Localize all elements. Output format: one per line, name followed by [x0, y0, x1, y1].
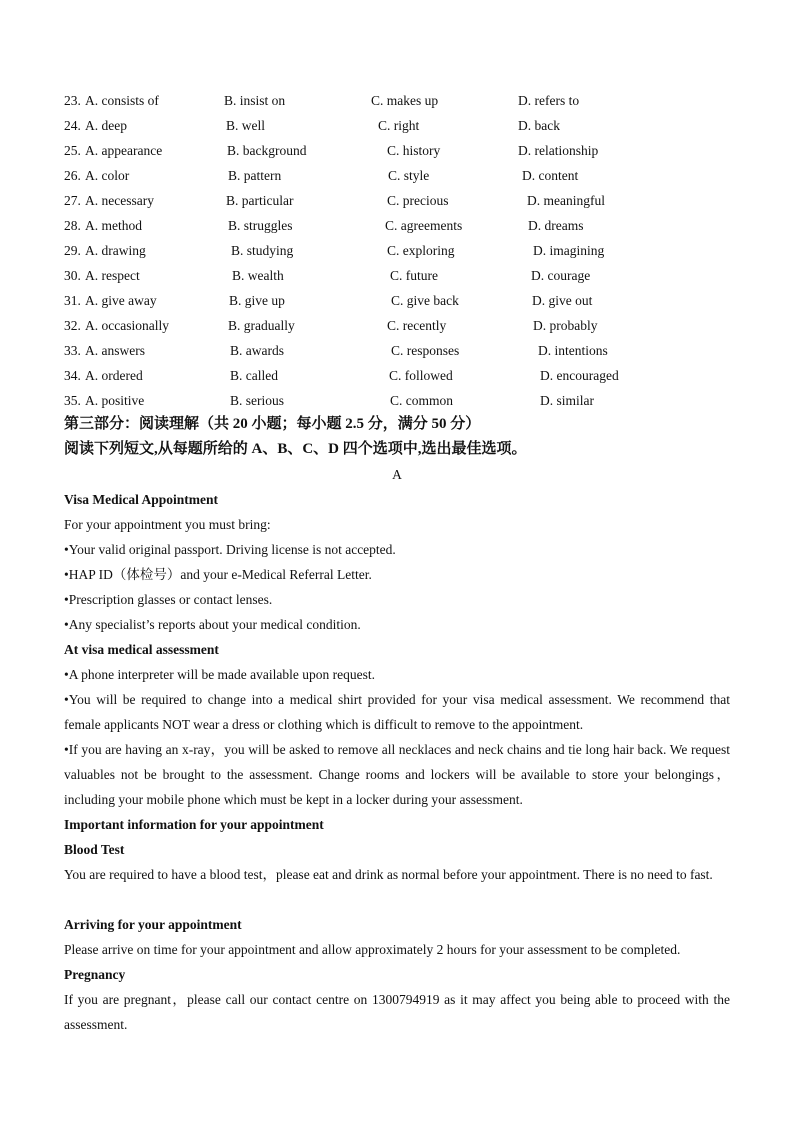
- option-d: D. imagining: [533, 243, 605, 258]
- option-b: B. called: [230, 368, 278, 383]
- question-row-23: [0, 88, 794, 113]
- option-d: D. dreams: [528, 218, 584, 233]
- pregnancy-heading: Pregnancy: [64, 967, 126, 982]
- passage-label: A: [392, 467, 402, 482]
- option-c: C. agreements: [385, 218, 463, 233]
- question-number: 23.: [64, 93, 81, 108]
- question-row-26: [0, 163, 794, 188]
- option-b: B. pattern: [228, 168, 282, 183]
- option-b: B. give up: [229, 293, 285, 308]
- option-a: A. respect: [85, 268, 140, 283]
- blood-test-heading: Blood Test: [64, 842, 125, 857]
- option-c: C. future: [390, 268, 438, 283]
- question-row-30: [0, 263, 794, 288]
- option-a: A. consists of: [85, 93, 159, 108]
- option-d: D. meaningful: [527, 193, 605, 208]
- option-a: A. method: [85, 218, 142, 233]
- option-b: B. studying: [231, 243, 294, 258]
- option-c: C. right: [378, 118, 420, 133]
- option-d: D. encouraged: [540, 368, 619, 383]
- section-heading: 第三部分：阅读理解（共 20 小题；每小题 2.5 分，满分 50 分）: [64, 416, 481, 432]
- question-number: 32.: [64, 318, 81, 333]
- option-d: D. back: [518, 118, 560, 133]
- option-c: C. precious: [387, 193, 449, 208]
- option-a: A. answers: [85, 343, 145, 358]
- option-a: A. positive: [85, 393, 145, 408]
- option-d: D. relationship: [518, 143, 599, 158]
- arriving-text: Please arrive on time for your appointment and allow approximately 2 hours for your assessment to be completed.: [64, 942, 681, 957]
- option-a: A. deep: [85, 118, 127, 133]
- option-c: C. style: [388, 168, 430, 183]
- passage-title: Visa Medical Appointment: [64, 492, 219, 507]
- question-number: 27.: [64, 193, 81, 208]
- option-a: A. color: [85, 168, 130, 183]
- bring-intro: For your appointment you must bring:: [64, 517, 271, 532]
- question-number: 26.: [64, 168, 81, 183]
- bring-item: •Prescription glasses or contact lenses.: [64, 592, 273, 607]
- important-heading: Important information for your appointment: [64, 817, 324, 832]
- option-d: D. similar: [540, 393, 594, 408]
- option-d: D. refers to: [518, 93, 580, 108]
- option-c: C. history: [387, 143, 441, 158]
- option-a: A. appearance: [85, 143, 163, 158]
- question-number: 29.: [64, 243, 81, 258]
- option-d: D. content: [522, 168, 579, 183]
- question-row-25: [0, 138, 794, 163]
- question-row-32: [0, 313, 794, 338]
- option-c: C. recently: [387, 318, 447, 333]
- question-number: 31.: [64, 293, 81, 308]
- option-c: C. responses: [391, 343, 460, 358]
- assessment-item: •A phone interpreter will be made available upon request.: [64, 667, 375, 682]
- option-a: A. occasionally: [85, 318, 169, 333]
- option-c: C. exploring: [387, 243, 455, 258]
- section-instruction: 阅读下列短文,从每题所给的 A、B、C、D 四个选项中,选出最佳选项。: [64, 441, 527, 457]
- question-number: 28.: [64, 218, 81, 233]
- question-number: 24.: [64, 118, 81, 133]
- option-b: B. insist on: [224, 93, 286, 108]
- option-a: A. necessary: [85, 193, 154, 208]
- option-a: A. give away: [85, 293, 157, 308]
- assessment-item: •You will be required to change into a medical shirt provided for your visa medical assessment. We recommend that female applicants NOT wear a dress or clothing which is difficult to remove to the appointment.: [64, 692, 730, 732]
- question-number: 35.: [64, 393, 81, 408]
- arriving-heading: Arriving for your appointment: [64, 917, 242, 932]
- question-number: 34.: [64, 368, 81, 383]
- option-d: D. probably: [533, 318, 598, 333]
- option-b: B. wealth: [232, 268, 284, 283]
- question-number: 33.: [64, 343, 81, 358]
- option-c: C. followed: [389, 368, 453, 383]
- pregnancy-text: If you are pregnant，please call our contact centre on 1300794919 as it may affect you being able to proceed with the assessment.: [64, 992, 730, 1032]
- question-row-27: [0, 188, 794, 213]
- question-row-35: [0, 388, 794, 413]
- question-row-28: [0, 213, 794, 238]
- question-row-34: [0, 363, 794, 388]
- option-a: A. drawing: [85, 243, 146, 258]
- option-a: A. ordered: [85, 368, 143, 383]
- option-b: B. serious: [230, 393, 284, 408]
- option-b: B. particular: [226, 193, 294, 208]
- assessment-heading: At visa medical assessment: [64, 642, 219, 657]
- option-d: D. courage: [531, 268, 591, 283]
- option-c: C. give back: [391, 293, 459, 308]
- option-b: B. well: [226, 118, 265, 133]
- question-row-33: [0, 338, 794, 363]
- question-row-31: [0, 288, 794, 313]
- option-c: C. makes up: [371, 93, 439, 108]
- blood-test-text: You are required to have a blood test，please eat and drink as normal before your appointment. There is no need to fast.: [64, 867, 713, 882]
- question-number: 30.: [64, 268, 81, 283]
- option-b: B. struggles: [228, 218, 293, 233]
- option-b: B. background: [227, 143, 307, 158]
- option-d: D. intentions: [538, 343, 608, 358]
- option-b: B. awards: [230, 343, 284, 358]
- assessment-item: •If you are having an x-ray，you will be asked to remove all necklaces and neck chains and tie long hair back. We request valuables not be brought to the assessment. Change rooms and lockers will be available to store your belongings，including your mobile phone which must be kept in a locker during your assessment.: [64, 742, 730, 807]
- bring-item: •HAP ID（体检号）and your e-Medical Referral Letter.: [64, 567, 372, 582]
- option-c: C. common: [390, 393, 453, 408]
- question-number: 25.: [64, 143, 81, 158]
- question-row-29: [0, 238, 794, 263]
- option-b: B. gradually: [228, 318, 295, 333]
- question-row-24: [0, 113, 794, 138]
- bring-item: •Your valid original passport. Driving license is not accepted.: [64, 542, 396, 557]
- bring-item: •Any specialist’s reports about your medical condition.: [64, 617, 361, 632]
- option-d: D. give out: [532, 293, 593, 308]
